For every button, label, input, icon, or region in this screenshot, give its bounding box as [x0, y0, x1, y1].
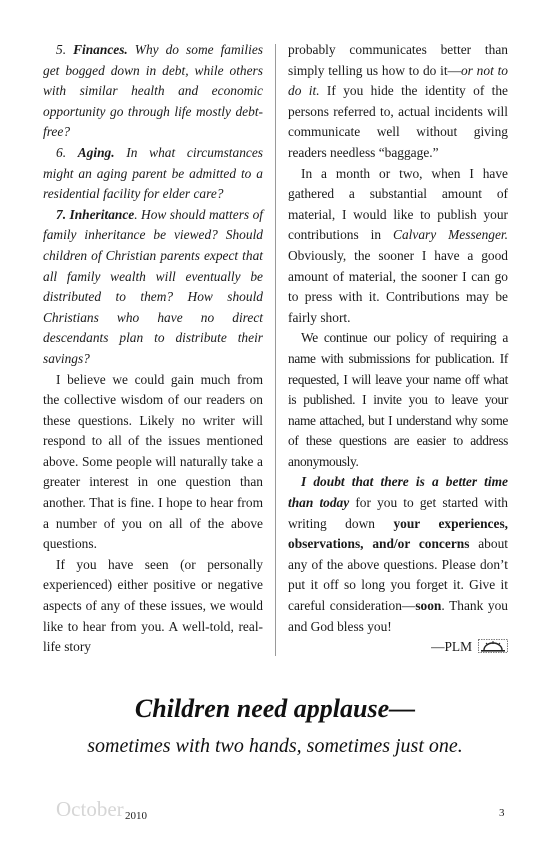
- paragraph-publish: In a month or two, when I have gathered a substantial amount of material, I would like to publish your contributions in Calvary Messenger. Obviously, the sooner I have a good amount of material, the sooner I can go to press with it. Contributions may be fairly short.: [288, 165, 509, 325]
- paragraph-call-to-action: I doubt that there is a better time than today for you to get started with writing down your experiences, observations, and/or concerns about any of the above questions. Please don’t put it off so long you forget it. Give it careful consideration—soon. Thank you and God bless you!: [288, 474, 508, 634]
- sunrise-logo-icon: [478, 639, 508, 653]
- headline: Children need applause—: [134, 694, 416, 723]
- question-inheritance: 7. Inheritance. How should matters of family inheritance be viewed? Should children of Christian parents expect that all family wealth will eventually be distributed to them? How should Christians who have no direct descendants plan to distribute their savings?: [43, 206, 263, 366]
- paragraph-real-life-story: If you have seen (or personally experienced) either positive or negative aspects of any of these issues, we would like to hear from you. A well-told, real-life story: [43, 556, 263, 655]
- paragraph-policy: We continue our policy of requiring a name with submissions for publication. If requested, I will leave your name off what is published. I invite you to leave your name attached, but I understand why some of these questions are easier to address anonymously.: [288, 330, 508, 469]
- paragraph-collective-wisdom: I believe we could gain much from the collective wisdom of our readers on these questions. Likely no writer will respond to all of the issues mentioned above. Some people will naturally take a greater interest in one question than another. That is fine. I hope to hear from a number of you on all of the above questions.: [43, 371, 263, 552]
- signature: —PLM: [288, 637, 508, 658]
- footer-month: October: [56, 797, 124, 821]
- left-column: [43, 40, 263, 658]
- question-finances: 5. Finances. Why do some families get bogged down in debt, while others with similar health and economic opportunity go through life mostly debt-free?: [43, 42, 263, 140]
- right-column: [288, 40, 508, 658]
- question-aging: 6. Aging. In what circumstances might an aging parent be admitted to a residential facility for elder care?: [43, 144, 263, 202]
- footer-year: 2010: [125, 810, 147, 822]
- column-divider: [275, 44, 276, 656]
- page-number: 3: [499, 807, 505, 819]
- paragraph-communicates: probably communicates better than simply telling us how to do it—or not to do it. If you hide the identity of the persons referred to, actual incidents will communicate well without giving readers needless “baggage.”: [288, 42, 509, 160]
- subheadline: sometimes with two hands, sometimes just one.: [87, 735, 463, 757]
